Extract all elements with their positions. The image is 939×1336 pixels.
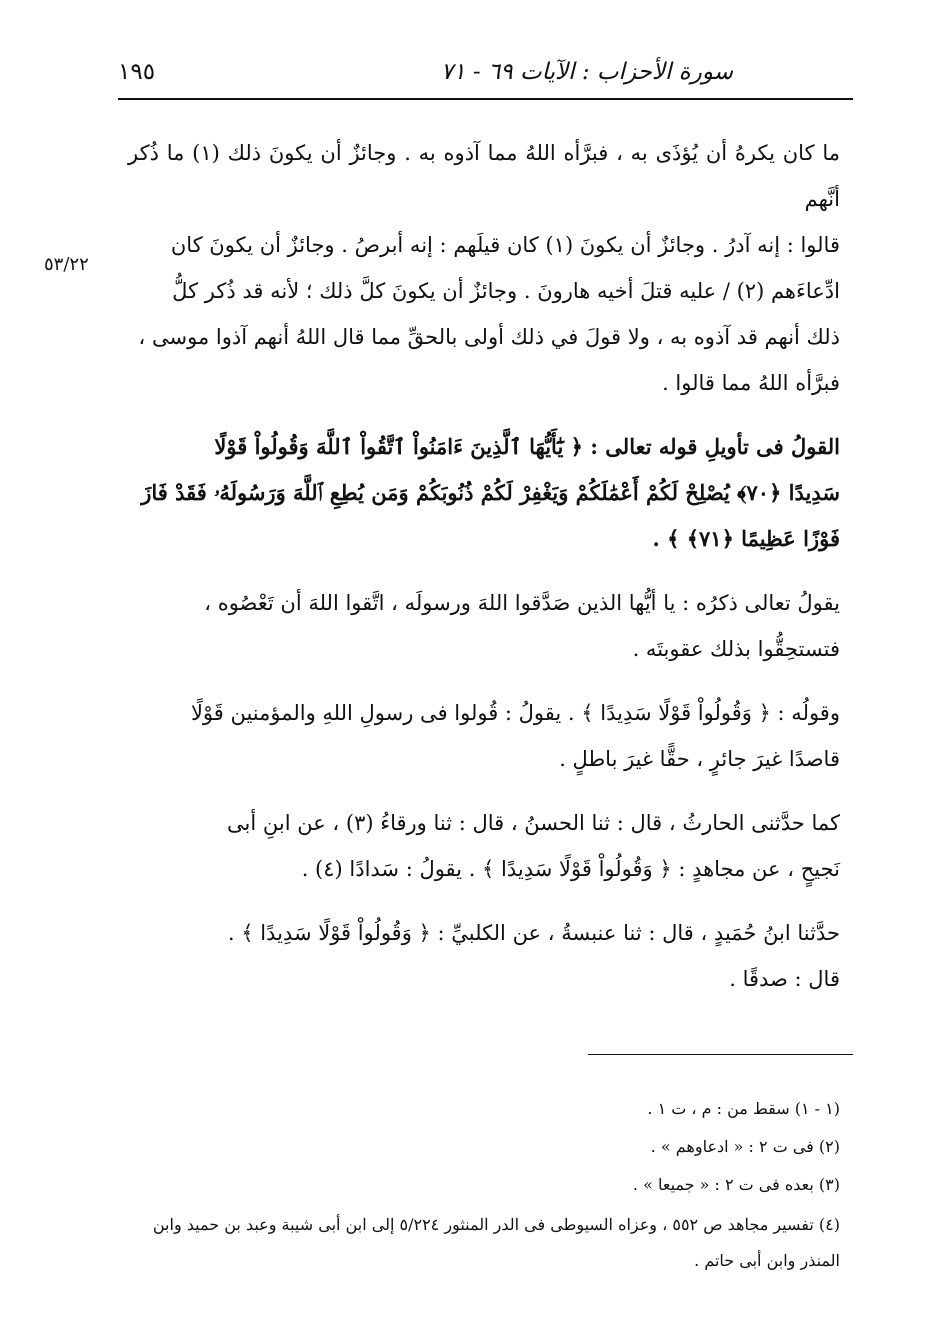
footnotes [128, 1090, 840, 1276]
text-line: فَوْزًا عَظِيمًا ﴿٧١﴾ ﴾ . [652, 526, 840, 551]
text-line: قالوا : إنه آدرُ . وجائزٌ أن يكونَ (١) كان قيلَهم : إنه أبرصُ . وجائزٌ أن يكونَ كان [170, 233, 840, 257]
text-line: وقولُه : ﴿ وَقُولُواْ قَوْلًا سَدِيدًا ﴾ . يقولُ : قُولوا فى رسولِ اللهِ والمؤمنين قَوْلًا [190, 701, 840, 725]
footnote: المنذر وابن أبى حاتم . [694, 1251, 840, 1270]
text-line: ما كان يكرهُ أن يُؤذَى به ، فبرَّأه اللهُ مما آذوه به . وجائزٌ أن يكونَ ذلك (١) ما ذُكر أنَّهم [128, 141, 840, 211]
margin-reference: ٥٣/٢٢ [44, 254, 89, 275]
text-line: ذلك أنهم قد آذوه به ، ولا قولَ في ذلك أولى بالحقِّ مما قال اللهُ أنهم آذوا موسى ، [138, 325, 840, 349]
text-line: قال : صدقًا . [729, 967, 840, 991]
paragraph-6 [128, 910, 840, 1002]
text-line: فبرَّأه اللهُ مما قالوا . [662, 371, 840, 395]
footnote-rule [588, 1054, 853, 1055]
text-line: القولُ فى تأويلِ قوله تعالى : ﴿ يَٰٓأَيُّهَا ٱلَّذِينَ ءَامَنُواْ ٱتَّقُواْ ٱللَّهَ وَقُولُواْ قَوْلًا [214, 434, 840, 459]
footnote: (٤) تفسير مجاهد ص ٥٥٢ ، وعزاه السيوطى فى الدر المنثور ٥/٢٢٤ إلى ابن أبى شيبة وعبد بن حميد وابن [152, 1215, 840, 1234]
header-title: سورة الأحزاب : الآيات ٦٩ - ٧١ [440, 59, 733, 85]
footnote: (١ - ١) سقط من : م ، ت ١ . [647, 1099, 840, 1118]
text-line: ادِّعاءَهم (٢) / عليه قتلَ أخيه هارونَ . وجائزٌ أن يكونَ كلَّ ذلك ؛ لأنه قد ذُكر كلُّ [172, 279, 840, 303]
footnote: (٣) بعده فى ت ٢ : « جميعا » . [632, 1175, 840, 1194]
text-line: سَدِيدًا ﴿٧٠﴾ يُصْلِحْ لَكُمْ أَعْمَٰلَكُمْ وَيَغْفِرْ لَكُمْ ذُنُوبَكُمْ وَمَن يُطِعِ ٱللَّهَ وَرَسُولَهُۥ فَقَدْ فَازَ [141, 480, 840, 505]
footnote: (٢) فى ت ٢ : « ادعاوهم » . [650, 1137, 840, 1156]
text-line: فتستحِقُّوا بذلك عقوبتَه . [632, 637, 840, 661]
paragraph-4 [128, 690, 840, 782]
text-line: قاصدًا غيرَ جائرٍ ، حقًّا غيرَ باطلٍ . [559, 747, 840, 771]
page-number: ١٩٥ [118, 59, 156, 85]
paragraph-5 [128, 800, 840, 892]
paragraph-3 [128, 580, 840, 672]
text-line: كما حدَّثنى الحارثُ ، قال : ثنا الحسنُ ، قال : ثنا ورقاءُ (٣) ، عن ابنِ أبى [227, 811, 840, 835]
text-line: يقولُ تعالى ذكرُه : يا أيُّها الذين صَدَّقوا اللهَ ورسولَه ، اتَّقوا اللهَ أن تَعْصُوه ، [204, 591, 840, 615]
paragraph-2 [128, 424, 840, 562]
paragraph-1 [128, 130, 840, 406]
text-line: نَجيحٍ ، عن مجاهدٍ : ﴿ وَقُولُواْ قَوْلًا سَدِيدًا ﴾ . يقولُ : سَدادًا (٤) . [301, 857, 840, 881]
text-line: حدَّثنا ابنُ حُمَيدٍ ، قال : ثنا عنبسةُ ، عن الكلبيِّ : ﴿ وَقُولُواْ قَوْلًا سَدِيدًا ﴾ . [227, 921, 840, 945]
main-text [128, 130, 840, 1020]
running-header [118, 55, 853, 95]
header-rule [118, 98, 853, 100]
